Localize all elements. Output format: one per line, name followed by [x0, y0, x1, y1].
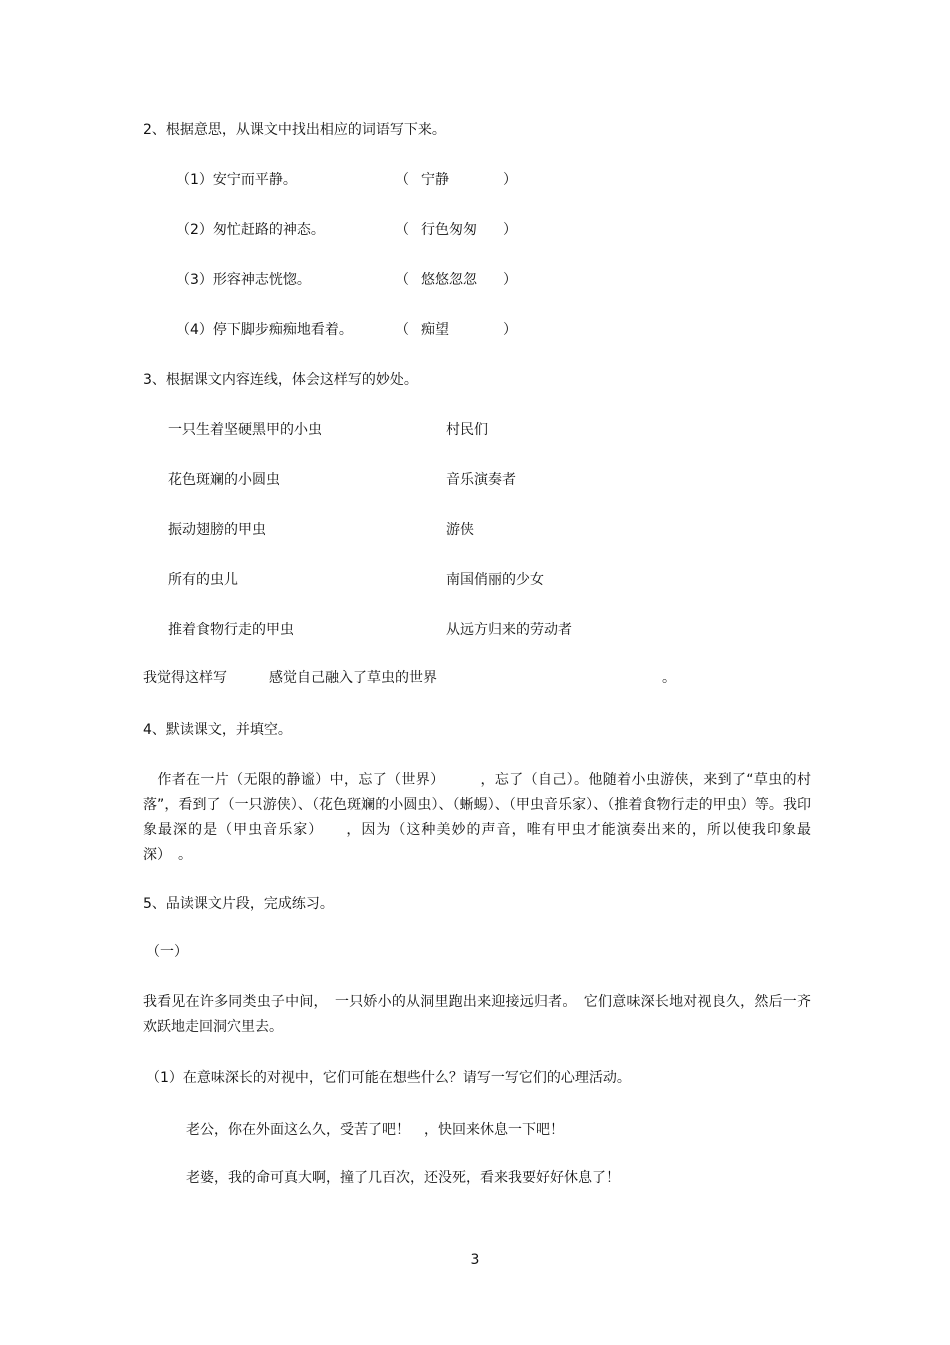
paren-open: （	[395, 272, 409, 288]
q2-item-answer: 行色匆匆	[421, 222, 477, 238]
q3-conclusion-prefix: 我觉得这样写	[143, 670, 227, 686]
q3-left-item: 一只生着坚硬黑甲的小虫	[168, 422, 322, 438]
paren-close: ）	[503, 272, 517, 288]
q5-passage: 我看见在许多同类虫子中间， 一只娇小的从洞里跑出来迎接远归者。 它们意味深长地对视良久，然后一齐欢跃地走回洞穴里去。	[143, 994, 811, 1035]
paren-close: ）	[503, 222, 517, 238]
q2-item-prompt: （1）安宁而平静。	[176, 172, 297, 188]
paren-open: （	[395, 322, 409, 338]
q2-item-answer: 痴望	[421, 322, 449, 338]
q4-title: 4、默读课文，并填空。	[143, 722, 292, 738]
paren-open: （	[395, 222, 409, 238]
q2-item-answer: 宁静	[421, 172, 449, 188]
paren-close: ）	[503, 322, 517, 338]
q2-title: 2、根据意思，从课文中找出相应的词语写下来。	[143, 122, 446, 138]
q3-title: 3、根据课文内容连线，体会这样写的妙处。	[143, 372, 418, 388]
q2-item-prompt: （3）形容神志恍惚。	[176, 272, 311, 288]
q3-left-item: 花色斑斓的小圆虫	[168, 472, 280, 488]
q3-conclusion-answer: 感觉自己融入了草虫的世界	[269, 670, 437, 686]
q4-paragraph: 作者在一片（无限的静谧）中，忘了（世界） ，忘了（自己）。他随着小虫游侠，来到了“草虫的村落”，看到了（一只游侠）、（花色斑斓的小圆虫）、（蜥蜴）、（甲虫音乐家）、（推着食物行走的甲虫）等。我印象最深的是（甲虫音乐家） ，因为（这种美妙的声音，唯有甲虫才能演奏出来的，所以使我印象最深） 。	[143, 772, 811, 863]
q2-item-answer: 悠悠忽忽	[421, 272, 477, 288]
q3-left-item: 推着食物行走的甲虫	[168, 622, 294, 638]
q3-left-item: 所有的虫儿	[168, 572, 238, 588]
q3-left-item: 振动翅膀的甲虫	[168, 522, 266, 538]
paren-close: ）	[503, 172, 517, 188]
q5-title: 5、品读课文片段，完成练习。	[143, 896, 334, 912]
q5-answer-line-2: 老婆，我的命可真大啊，撞了几百次，还没死，看来我要好好休息了！	[186, 1170, 620, 1186]
q2-item-prompt: （2）匆忙赶路的神态。	[176, 222, 325, 238]
q3-conclusion-end: 。	[662, 670, 676, 686]
paren-open: （	[395, 172, 409, 188]
page-number: 3	[470, 1252, 480, 1268]
q3-right-item: 从远方归来的劳动者	[446, 622, 572, 638]
q3-right-item: 南国俏丽的少女	[446, 572, 544, 588]
q5-answer-line-1: 老公，你在外面这么久，受苦了吧！ ，快回来休息一下吧！	[186, 1122, 564, 1138]
q3-right-item: 音乐演奏者	[446, 472, 516, 488]
q5-sub-question-1: （1）在意味深长的对视中，它们可能在想些什么？请写一写它们的心理活动。	[146, 1070, 631, 1086]
q3-right-item: 村民们	[446, 422, 488, 438]
q2-item-prompt: （4）停下脚步痴痴地看着。	[176, 322, 353, 338]
q5-section-label: （一）	[146, 944, 188, 960]
q3-right-item: 游侠	[446, 522, 474, 538]
